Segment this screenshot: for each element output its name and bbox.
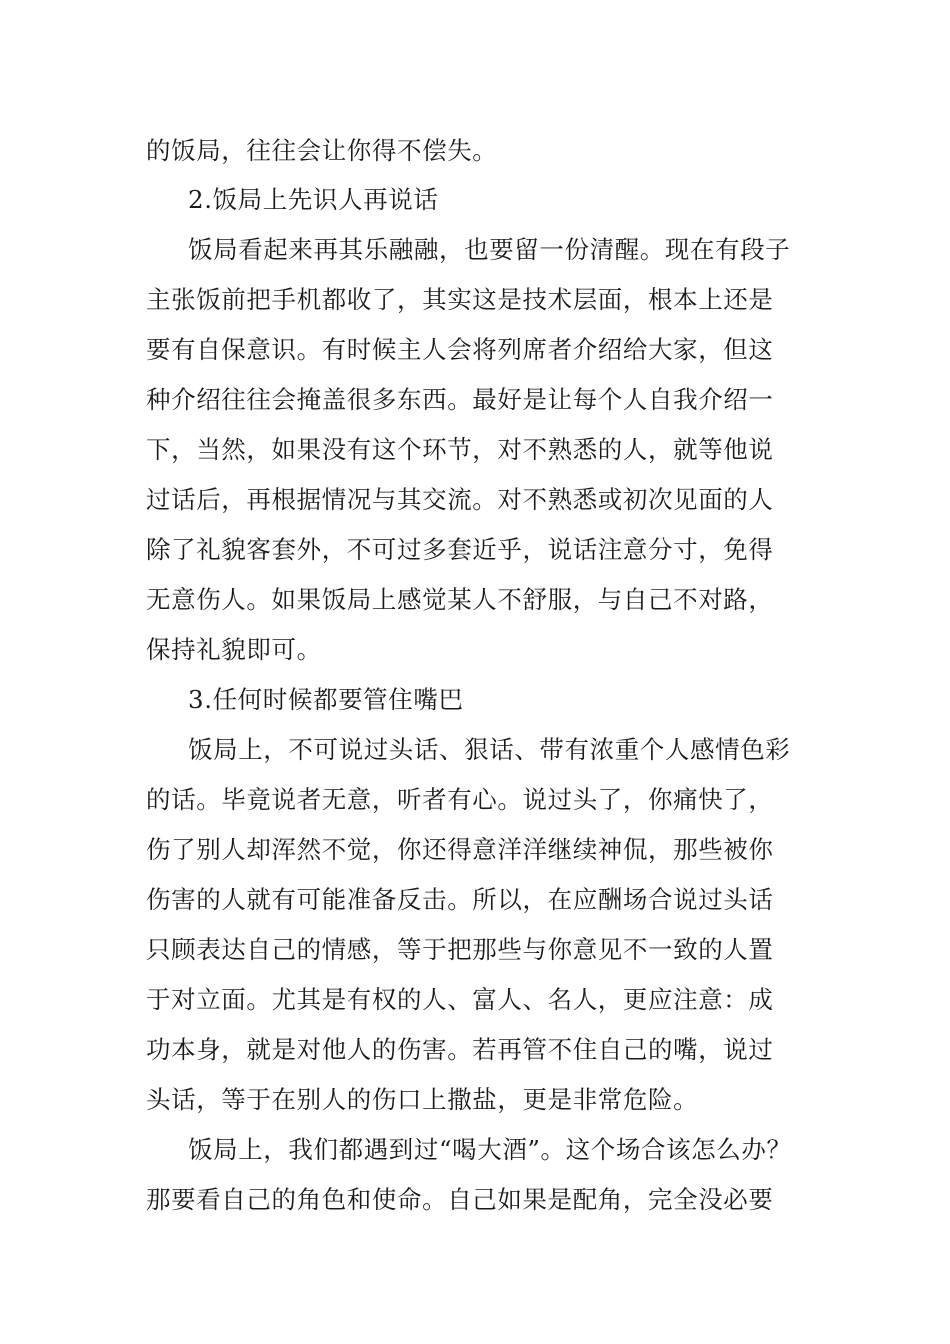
- paragraph-line: 的话。毕竟说者无意，听者有心。说过头了，你痛快了，: [146, 785, 774, 814]
- paragraph-line: 要有自保意识。有时候主人会将列席者介绍给大家，但这: [146, 335, 774, 364]
- paragraph-line: 伤了别人却浑然不觉，你还得意洋洋继续神侃，那些被你: [146, 835, 774, 864]
- paragraph-line: 饭局上，不可说过头话、狠话、带有浓重个人感情色彩: [188, 735, 791, 764]
- paragraph-line: 除了礼貌客套外，不可过多套近乎，说话注意分寸，免得: [146, 535, 774, 564]
- paragraph-line: 只顾表达自己的情感，等于把那些与你意见不一致的人置: [146, 935, 774, 964]
- paragraph-line: 下，当然，如果没有这个环节，对不熟悉的人，就等他说: [146, 435, 774, 464]
- paragraph-line: 保持礼貌即可。: [146, 635, 322, 664]
- paragraph-line: 饭局看起来再其乐融融，也要留一份清醒。现在有段子: [188, 235, 791, 264]
- paragraph-line: 的饭局，往往会让你得不偿失。: [146, 136, 498, 165]
- paragraph-line: 于对立面。尤其是有权的人、富人、名人，更应注意：成: [146, 985, 774, 1014]
- paragraph-line: 无意伤人。如果饭局上感觉某人不舒服，与自己不对路，: [146, 585, 774, 614]
- paragraph-line: 伤害的人就有可能准备反击。所以，在应酬场合说过头话: [146, 885, 774, 914]
- paragraph-line: 过话后，再根据情况与其交流。对不熟悉或初次见面的人: [146, 485, 774, 514]
- paragraph-line: 饭局上，我们都遇到过“喝大酒”。这个场合该怎么办？: [188, 1135, 792, 1164]
- paragraph-line: 种介绍往往会掩盖很多东西。最好是让每个人自我介绍一: [146, 385, 774, 414]
- paragraph-line: 主张饭前把手机都收了，其实这是技术层面，根本上还是: [146, 285, 774, 314]
- section-heading: 3.任何时候都要管住嘴巴: [188, 685, 464, 714]
- paragraph-line: 头话，等于在别人的伤口上撒盐，更是非常危险。: [146, 1085, 699, 1114]
- paragraph-line: 功本身，就是对他人的伤害。若再管不住自己的嘴，说过: [146, 1035, 774, 1064]
- section-heading: 2.饭局上先识人再说话: [188, 185, 439, 214]
- paragraph-line: 那要看自己的角色和使命。自己如果是配角，完全没必要: [146, 1185, 774, 1214]
